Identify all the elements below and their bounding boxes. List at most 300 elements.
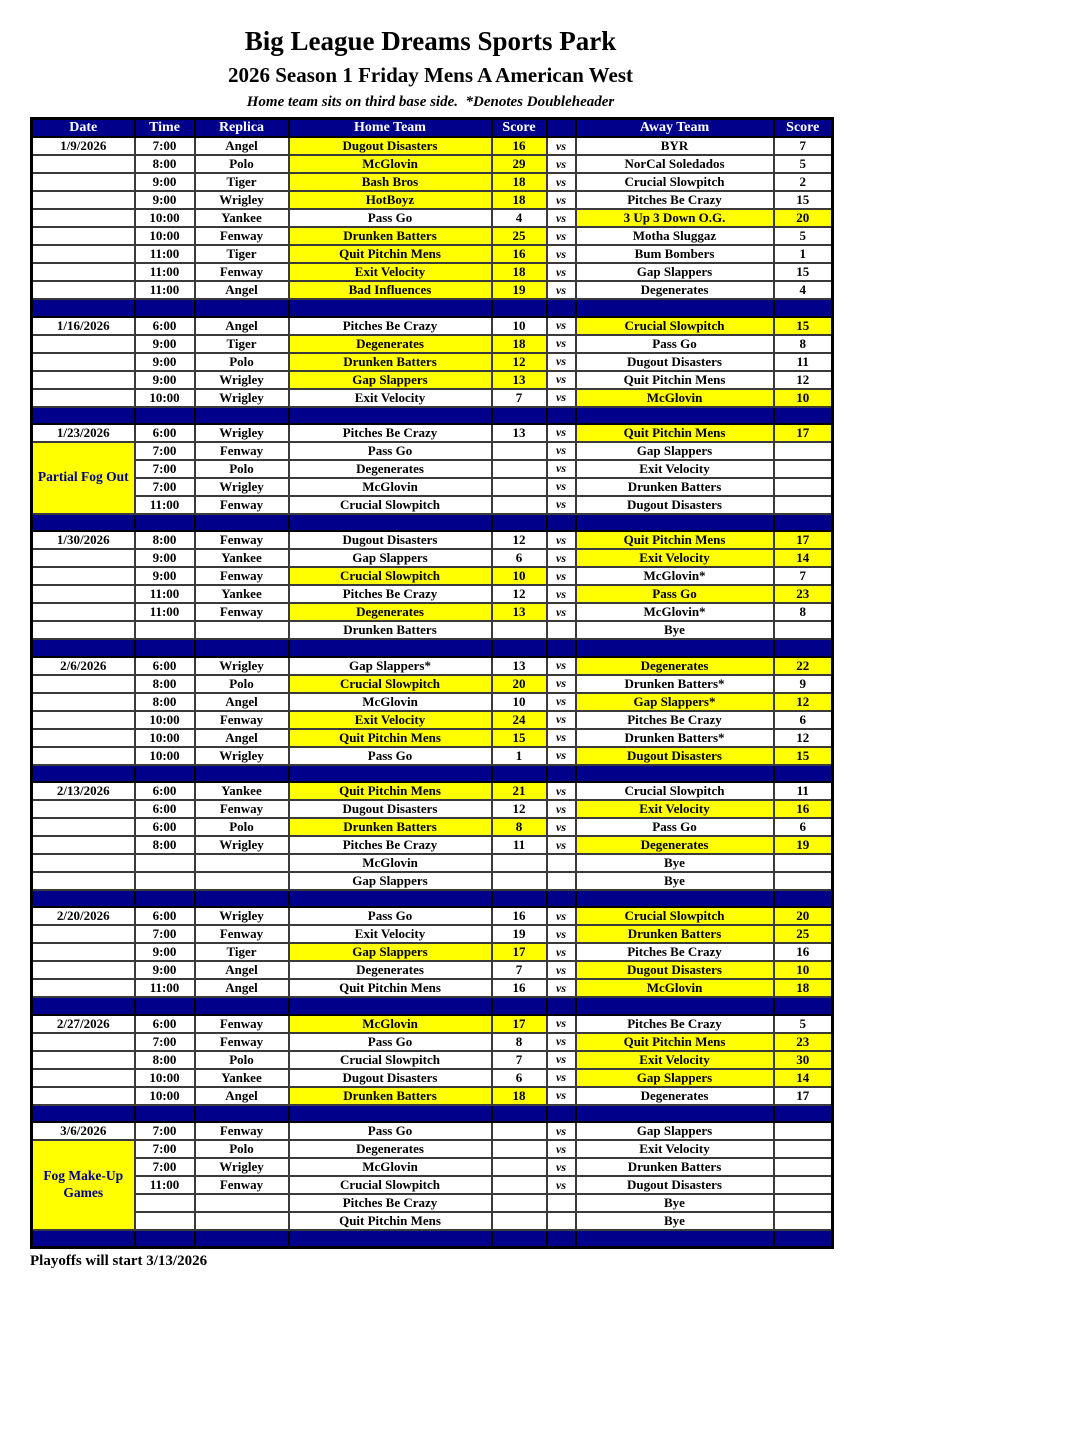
away-score-cell: 20 [774, 209, 833, 227]
away-team-cell: Pitches Be Crazy [576, 943, 774, 961]
home-score-cell [492, 478, 547, 496]
home-score-cell: 18 [492, 335, 547, 353]
game-row [32, 1158, 833, 1176]
away-team-cell: Dugout Disasters [576, 1176, 774, 1194]
game-row [32, 335, 833, 353]
away-score-cell: 5 [774, 155, 833, 173]
game-row [32, 317, 833, 335]
separator-cell [576, 765, 774, 782]
separator-cell [32, 407, 135, 424]
home-score-cell [492, 1122, 547, 1140]
home-team-cell: Bad Influences [289, 281, 492, 299]
home-score-cell: 7 [492, 389, 547, 407]
time-cell: 10:00 [135, 227, 195, 245]
game-row [32, 1122, 833, 1140]
replica-cell: Tiger [195, 173, 289, 191]
time-cell: 9:00 [135, 335, 195, 353]
vs-cell: vs [547, 353, 576, 371]
game-row [32, 979, 833, 997]
vs-cell: vs [547, 585, 576, 603]
home-team-cell: Degenerates [289, 1140, 492, 1158]
home-score-cell [492, 872, 547, 890]
replica-cell: Tiger [195, 943, 289, 961]
column-header-vs [547, 119, 576, 138]
date-cell-empty [32, 854, 135, 872]
separator-cell [547, 639, 576, 656]
home-score-cell: 6 [492, 549, 547, 567]
away-team-cell: Quit Pitchin Mens [576, 424, 774, 442]
separator-cell [32, 299, 135, 316]
replica-cell: Wrigley [195, 478, 289, 496]
column-header-away-team: Away Team [576, 119, 774, 138]
replica-cell [195, 854, 289, 872]
away-team-cell: Exit Velocity [576, 1140, 774, 1158]
away-score-cell [774, 1158, 833, 1176]
away-team-cell: Motha Sluggaz [576, 227, 774, 245]
separator-cell [289, 639, 492, 656]
home-team-cell: Gap Slappers* [289, 657, 492, 675]
time-cell: 10:00 [135, 729, 195, 747]
time-cell: 8:00 [135, 675, 195, 693]
away-team-cell: Exit Velocity [576, 549, 774, 567]
away-score-cell: 5 [774, 1015, 833, 1033]
away-team-cell: Pass Go [576, 335, 774, 353]
separator-cell [576, 639, 774, 656]
home-score-cell: 16 [492, 245, 547, 263]
fog-label: Partial Fog Out [32, 442, 135, 514]
date-cell-empty [32, 335, 135, 353]
home-team-cell: Dugout Disasters [289, 137, 492, 155]
game-row [32, 675, 833, 693]
game-row [32, 173, 833, 191]
separator-cell [289, 299, 492, 316]
home-team-cell: Exit Velocity [289, 389, 492, 407]
home-score-cell: 6 [492, 1069, 547, 1087]
home-score-cell: 19 [492, 281, 547, 299]
separator-cell [774, 890, 833, 907]
vs-cell: vs [547, 1033, 576, 1051]
time-cell: 10:00 [135, 389, 195, 407]
vs-cell: vs [547, 925, 576, 943]
replica-cell: Yankee [195, 782, 289, 800]
schedule-page [30, 26, 831, 1270]
home-score-cell: 13 [492, 371, 547, 389]
home-team-cell: McGlovin [289, 854, 492, 872]
home-team-cell: McGlovin [289, 1158, 492, 1176]
vs-cell: vs [547, 460, 576, 478]
home-score-cell: 18 [492, 263, 547, 281]
column-header-time: Time [135, 119, 195, 138]
replica-cell: Fenway [195, 227, 289, 245]
away-score-cell [774, 442, 833, 460]
replica-cell: Wrigley [195, 657, 289, 675]
separator-cell [492, 514, 547, 531]
date-cell-empty [32, 961, 135, 979]
home-score-cell [492, 621, 547, 639]
time-cell: 6:00 [135, 657, 195, 675]
game-row [32, 782, 833, 800]
separator-cell [547, 407, 576, 424]
game-row [32, 245, 833, 263]
vs-cell: vs [547, 800, 576, 818]
separator-cell [576, 299, 774, 316]
game-row [32, 800, 833, 818]
away-team-cell: Quit Pitchin Mens [576, 1033, 774, 1051]
away-score-cell: 11 [774, 353, 833, 371]
home-team-cell: Pass Go [289, 1033, 492, 1051]
vs-cell: vs [547, 155, 576, 173]
date-cell-empty [32, 371, 135, 389]
page-title: Big League Dreams Sports Park [244, 26, 617, 56]
time-cell: 7:00 [135, 1033, 195, 1051]
game-row [32, 531, 833, 549]
home-team-cell: Exit Velocity [289, 711, 492, 729]
replica-cell: Wrigley [195, 1158, 289, 1176]
away-team-cell: Degenerates [576, 657, 774, 675]
separator-cell [492, 997, 547, 1014]
time-cell: 9:00 [135, 371, 195, 389]
home-score-cell: 10 [492, 567, 547, 585]
page-subtitle: 2026 Season 1 Friday Mens A American West [227, 63, 634, 88]
away-team-cell: Gap Slappers [576, 1069, 774, 1087]
replica-cell: Fenway [195, 1015, 289, 1033]
home-score-cell: 12 [492, 585, 547, 603]
time-cell: 7:00 [135, 1122, 195, 1140]
home-team-cell: Crucial Slowpitch [289, 1176, 492, 1194]
date-cell-empty [32, 245, 135, 263]
vs-cell: vs [547, 1051, 576, 1069]
separator-cell [576, 514, 774, 531]
separator-cell [547, 997, 576, 1014]
home-team-cell: Dugout Disasters [289, 800, 492, 818]
separator-row [32, 765, 833, 782]
away-team-cell: Crucial Slowpitch [576, 782, 774, 800]
separator-cell [492, 639, 547, 656]
away-score-cell [774, 854, 833, 872]
separator-cell [547, 890, 576, 907]
time-cell: 9:00 [135, 191, 195, 209]
vs-cell: vs [547, 424, 576, 442]
away-team-cell: Bye [576, 872, 774, 890]
time-cell: 8:00 [135, 1051, 195, 1069]
separator-row [32, 1230, 833, 1247]
separator-cell [195, 765, 289, 782]
away-score-cell: 15 [774, 317, 833, 335]
away-team-cell: Pitches Be Crazy [576, 711, 774, 729]
home-team-cell: Pitches Be Crazy [289, 317, 492, 335]
home-score-cell: 20 [492, 675, 547, 693]
separator-cell [135, 407, 195, 424]
date-cell-empty [32, 281, 135, 299]
away-team-cell: Dugout Disasters [576, 747, 774, 765]
date-cell-empty [32, 693, 135, 711]
column-header-replica: Replica [195, 119, 289, 138]
game-row [32, 1069, 833, 1087]
home-score-cell: 8 [492, 818, 547, 836]
replica-cell: Fenway [195, 800, 289, 818]
home-team-cell: Gap Slappers [289, 371, 492, 389]
home-team-cell: Exit Velocity [289, 263, 492, 281]
time-cell: 8:00 [135, 693, 195, 711]
away-score-cell: 14 [774, 549, 833, 567]
time-cell: 11:00 [135, 496, 195, 514]
vs-cell: vs [547, 245, 576, 263]
away-team-cell: Drunken Batters [576, 1158, 774, 1176]
away-score-cell: 23 [774, 1033, 833, 1051]
time-cell: 6:00 [135, 907, 195, 925]
time-cell: 11:00 [135, 245, 195, 263]
replica-cell: Polo [195, 155, 289, 173]
date-cell-empty [32, 585, 135, 603]
home-score-cell: 12 [492, 353, 547, 371]
away-score-cell: 12 [774, 371, 833, 389]
separator-cell [774, 765, 833, 782]
game-row [32, 263, 833, 281]
away-team-cell: Bum Bombers [576, 245, 774, 263]
home-score-cell [492, 460, 547, 478]
date-cell-empty [32, 979, 135, 997]
separator-row [32, 890, 833, 907]
separator-cell [32, 997, 135, 1014]
vs-cell: vs [547, 478, 576, 496]
home-score-cell: 18 [492, 191, 547, 209]
column-header-score: Score [492, 119, 547, 138]
date-cell-empty [32, 925, 135, 943]
away-team-cell: NorCal Soledados [576, 155, 774, 173]
date-cell-empty [32, 389, 135, 407]
away-team-cell: Crucial Slowpitch [576, 907, 774, 925]
time-cell: 10:00 [135, 1069, 195, 1087]
vs-cell: vs [547, 191, 576, 209]
column-header-score: Score [774, 119, 833, 138]
vs-cell: vs [547, 281, 576, 299]
away-team-cell: Bye [576, 854, 774, 872]
away-score-cell: 22 [774, 657, 833, 675]
home-team-cell: Quit Pitchin Mens [289, 782, 492, 800]
time-cell: 8:00 [135, 155, 195, 173]
away-score-cell: 17 [774, 531, 833, 549]
replica-cell: Angel [195, 317, 289, 335]
away-score-cell: 20 [774, 907, 833, 925]
home-score-cell [492, 442, 547, 460]
time-cell: 11:00 [135, 1176, 195, 1194]
away-score-cell: 2 [774, 173, 833, 191]
separator-row [32, 407, 833, 424]
replica-cell: Yankee [195, 585, 289, 603]
vs-cell: vs [547, 979, 576, 997]
vs-cell [547, 872, 576, 890]
column-header-home-team: Home Team [289, 119, 492, 138]
vs-cell: vs [547, 173, 576, 191]
bye-row [32, 621, 833, 639]
home-score-cell: 16 [492, 979, 547, 997]
vs-cell: vs [547, 371, 576, 389]
away-score-cell [774, 1176, 833, 1194]
away-team-cell: Crucial Slowpitch [576, 317, 774, 335]
time-cell: 11:00 [135, 281, 195, 299]
time-cell: 11:00 [135, 979, 195, 997]
separator-row [32, 639, 833, 656]
separator-cell [195, 1105, 289, 1122]
separator-cell [289, 1230, 492, 1247]
separator-cell [492, 890, 547, 907]
time-cell [135, 854, 195, 872]
date-cell: 1/23/2026 [32, 424, 135, 442]
vs-cell: vs [547, 1176, 576, 1194]
separator-cell [774, 639, 833, 656]
home-score-cell [492, 1176, 547, 1194]
away-score-cell [774, 1194, 833, 1212]
game-row [32, 907, 833, 925]
replica-cell: Polo [195, 675, 289, 693]
home-score-cell: 12 [492, 531, 547, 549]
away-score-cell [774, 621, 833, 639]
away-score-cell: 16 [774, 800, 833, 818]
away-team-cell: McGlovin* [576, 603, 774, 621]
time-cell: 6:00 [135, 818, 195, 836]
vs-cell: vs [547, 496, 576, 514]
date-cell-empty [32, 818, 135, 836]
home-team-cell: Gap Slappers [289, 549, 492, 567]
time-cell: 7:00 [135, 478, 195, 496]
replica-cell: Fenway [195, 925, 289, 943]
home-team-cell: Crucial Slowpitch [289, 1051, 492, 1069]
bye-row [32, 854, 833, 872]
time-cell: 7:00 [135, 1140, 195, 1158]
away-team-cell: Degenerates [576, 1087, 774, 1105]
away-team-cell: Bye [576, 1194, 774, 1212]
away-score-cell: 11 [774, 782, 833, 800]
game-row [32, 460, 833, 478]
vs-cell: vs [547, 1140, 576, 1158]
date-cell: 2/6/2026 [32, 657, 135, 675]
away-score-cell: 6 [774, 711, 833, 729]
separator-cell [195, 1230, 289, 1247]
separator-cell [774, 407, 833, 424]
replica-cell: Fenway [195, 531, 289, 549]
time-cell: 6:00 [135, 424, 195, 442]
away-team-cell: 3 Up 3 Down O.G. [576, 209, 774, 227]
vs-cell: vs [547, 209, 576, 227]
separator-cell [774, 1230, 833, 1247]
date-cell-empty [32, 1087, 135, 1105]
game-row [32, 1087, 833, 1105]
away-score-cell: 7 [774, 567, 833, 585]
vs-cell: vs [547, 693, 576, 711]
away-team-cell: Gap Slappers [576, 1122, 774, 1140]
separator-cell [32, 1230, 135, 1247]
away-team-cell: Pitches Be Crazy [576, 191, 774, 209]
home-team-cell: Drunken Batters [289, 818, 492, 836]
vs-cell: vs [547, 567, 576, 585]
away-score-cell [774, 460, 833, 478]
home-team-cell: McGlovin [289, 478, 492, 496]
separator-cell [547, 299, 576, 316]
home-score-cell: 8 [492, 1033, 547, 1051]
home-score-cell: 12 [492, 800, 547, 818]
away-team-cell: BYR [576, 137, 774, 155]
away-score-cell: 30 [774, 1051, 833, 1069]
date-cell-empty [32, 1051, 135, 1069]
home-team-cell: Pass Go [289, 1122, 492, 1140]
home-team-cell: Pass Go [289, 442, 492, 460]
vs-cell: vs [547, 818, 576, 836]
vs-cell [547, 621, 576, 639]
replica-cell [195, 1212, 289, 1230]
home-team-cell: Degenerates [289, 460, 492, 478]
time-cell: 10:00 [135, 209, 195, 227]
date-cell-empty [32, 173, 135, 191]
away-score-cell: 5 [774, 227, 833, 245]
game-row [32, 1051, 833, 1069]
date-cell-empty [32, 800, 135, 818]
replica-cell: Angel [195, 979, 289, 997]
away-team-cell: Bye [576, 1212, 774, 1230]
replica-cell: Fenway [195, 711, 289, 729]
time-cell: 7:00 [135, 460, 195, 478]
separator-cell [576, 997, 774, 1014]
replica-cell: Fenway [195, 496, 289, 514]
separator-cell [547, 1105, 576, 1122]
vs-cell: vs [547, 263, 576, 281]
time-cell: 7:00 [135, 925, 195, 943]
vs-cell: vs [547, 335, 576, 353]
vs-cell: vs [547, 1015, 576, 1033]
game-row [32, 424, 833, 442]
away-team-cell: Gap Slappers* [576, 693, 774, 711]
game-row [32, 567, 833, 585]
away-team-cell: Drunken Batters [576, 925, 774, 943]
game-row [32, 1033, 833, 1051]
away-score-cell: 23 [774, 585, 833, 603]
time-cell: 9:00 [135, 353, 195, 371]
away-score-cell: 17 [774, 424, 833, 442]
replica-cell: Polo [195, 460, 289, 478]
vs-cell: vs [547, 1069, 576, 1087]
vs-cell: vs [547, 549, 576, 567]
home-team-cell: Pitches Be Crazy [289, 585, 492, 603]
separator-cell [492, 765, 547, 782]
time-cell: 10:00 [135, 1087, 195, 1105]
game-row [32, 585, 833, 603]
vs-cell: vs [547, 836, 576, 854]
separator-cell [289, 514, 492, 531]
vs-cell: vs [547, 227, 576, 245]
replica-cell: Wrigley [195, 371, 289, 389]
home-team-cell: McGlovin [289, 693, 492, 711]
away-team-cell: Exit Velocity [576, 1051, 774, 1069]
vs-cell: vs [547, 603, 576, 621]
away-score-cell: 17 [774, 1087, 833, 1105]
separator-cell [492, 1105, 547, 1122]
game-row [32, 836, 833, 854]
game-row [32, 281, 833, 299]
game-row [32, 693, 833, 711]
away-score-cell: 10 [774, 389, 833, 407]
home-score-cell: 16 [492, 907, 547, 925]
replica-cell: Angel [195, 961, 289, 979]
away-score-cell: 4 [774, 281, 833, 299]
vs-cell: vs [547, 1158, 576, 1176]
separator-cell [135, 299, 195, 316]
game-row [32, 496, 833, 514]
column-header-date: Date [32, 119, 135, 138]
separator-cell [195, 997, 289, 1014]
vs-cell: vs [547, 729, 576, 747]
replica-cell: Yankee [195, 209, 289, 227]
game-row [32, 943, 833, 961]
time-cell: 10:00 [135, 747, 195, 765]
